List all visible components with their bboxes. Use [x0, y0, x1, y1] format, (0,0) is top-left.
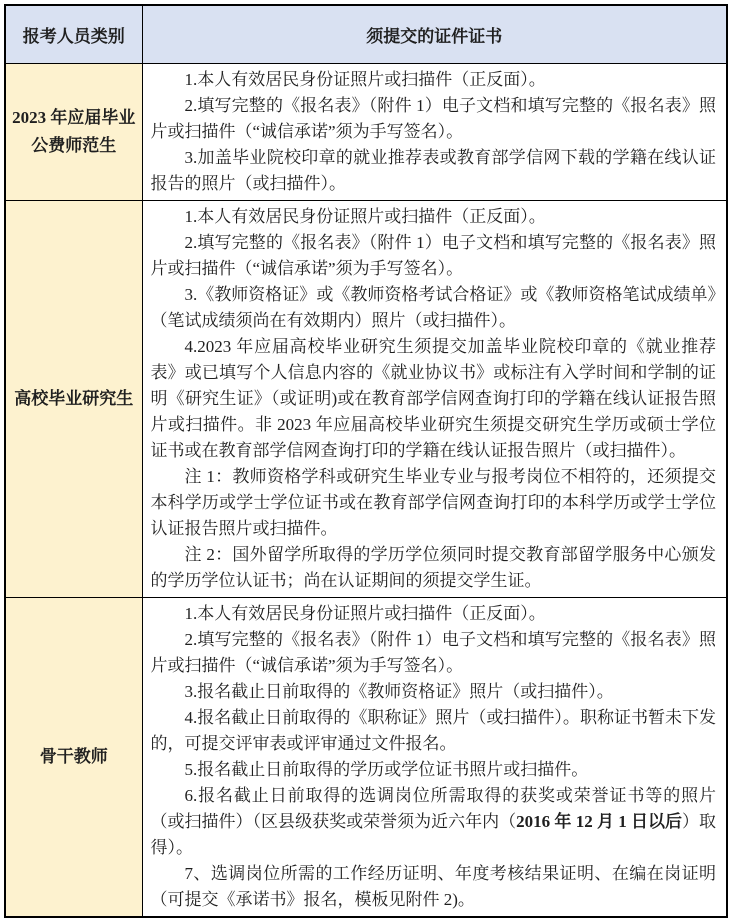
- category-cell-gongfei: [5, 63, 142, 200]
- requirement-text: 6.报名截止日前取得的选调岗位所需取得的获奖或荣誉证书等的照片（或扫描件）（区县级获奖或荣誉须为近六年内（: [150, 785, 716, 831]
- requirement-note: 注 2：国外留学所取得的学历学位须同时提交教育部留学服务中心颁发的学历学位认证书；尚在认证期间的须提交学生证。: [150, 544, 716, 590]
- category-cell-yanjiusheng: [5, 200, 142, 597]
- requirement-item: 1.本人有效居民身份证照片或扫描件（正反面）。: [184, 206, 546, 226]
- category-label-line: 2023 年应届毕业: [12, 107, 136, 127]
- requirement-item-with-bold-date: [151, 783, 717, 861]
- requirement-text: ）取得）。: [150, 811, 717, 857]
- bold-date: 2016 年 12 月 1 日以后: [516, 811, 682, 831]
- requirement-item: 2.填写完整的《报名表》（附件 1）电子文档和填写完整的《报名表》照片或扫描件（“诚信承诺”须为手写签名）。: [150, 232, 716, 278]
- requirement-item: 3.报名截止日前取得的《教师资格证》照片（或扫描件）。: [184, 681, 614, 701]
- category-cell-gugan: [5, 597, 142, 917]
- requirements-cell-yanjiusheng: [142, 200, 727, 597]
- requirement-item: 3.加盖毕业院校印章的就业推荐表或教育部学信网下载的学籍在线认证报告的照片（或扫描件）。: [150, 147, 716, 193]
- requirement-item: 4.报名截止日前取得的《职称证》照片（或扫描件）。职称证书暂未下发的，可提交评审表或评审通过文件报名。: [150, 707, 716, 753]
- header-cell-category: 报考人员类别: [5, 5, 142, 63]
- requirement-item: 3.《教师资格证》或《教师资格考试合格证》或《教师资格笔试成绩单》（笔试成绩须尚在有效期内）照片（或扫描件）。: [150, 284, 716, 330]
- requirement-item: 1.本人有效居民身份证照片或扫描件（正反面）。: [184, 69, 546, 89]
- requirements-table: [4, 4, 728, 918]
- table-row-gongfei: [5, 63, 727, 200]
- table-row-gugan: [5, 597, 727, 917]
- header-cell-documents: 须提交的证件证书: [142, 5, 727, 63]
- requirements-cell-gugan: [142, 597, 727, 917]
- table-row-yanjiusheng: [5, 200, 727, 597]
- requirement-item: 2.填写完整的《报名表》（附件 1）电子文档和填写完整的《报名表》照片或扫描件（“诚信承诺”须为手写签名）。: [150, 629, 716, 675]
- header-row: [5, 5, 727, 63]
- category-label-line: 高校毕业研究生: [14, 388, 134, 408]
- category-label-line: 骨干教师: [39, 746, 108, 766]
- requirement-item: 2.填写完整的《报名表》（附件 1）电子文档和填写完整的《报名表》照片或扫描件（“诚信承诺”须为手写签名）。: [150, 95, 716, 141]
- requirement-note: 注 1：教师资格学科或研究生毕业专业与报考岗位不相符的，还须提交本科学历或学士学位证书或在教育部学信网查询打印的本科学历或学士学位认证报告照片或扫描件。: [150, 466, 716, 538]
- requirement-item: 5.报名截止日前取得的学历或学位证书照片或扫描件。: [184, 759, 589, 779]
- requirement-item: 7、选调岗位所需的工作经历证明、年度考核结果证明、在编在岗证明（可提交《承诺书》报名，模板见附件 2)。: [150, 863, 716, 909]
- requirement-item: 4.2023 年应届高校毕业研究生须提交加盖毕业院校印章的《就业推荐表》或已填写个人信息内容的《就业协议书》或标注有入学时间和学制的证明《研究生证》（或证明)或在教育部学信网查询打印的学籍在线认证报告照片或扫描件。非 2023 年应届高校毕业研究生须提交研究生学历或硕士学位证书或在教育部学信网查询打印的学籍在线认证报告照片（或扫描件）。: [150, 336, 716, 460]
- category-label-line: 公费师范生: [31, 135, 117, 155]
- requirement-item: 1.本人有效居民身份证照片或扫描件（正反面）。: [184, 603, 546, 623]
- requirements-cell-gongfei: [142, 63, 727, 200]
